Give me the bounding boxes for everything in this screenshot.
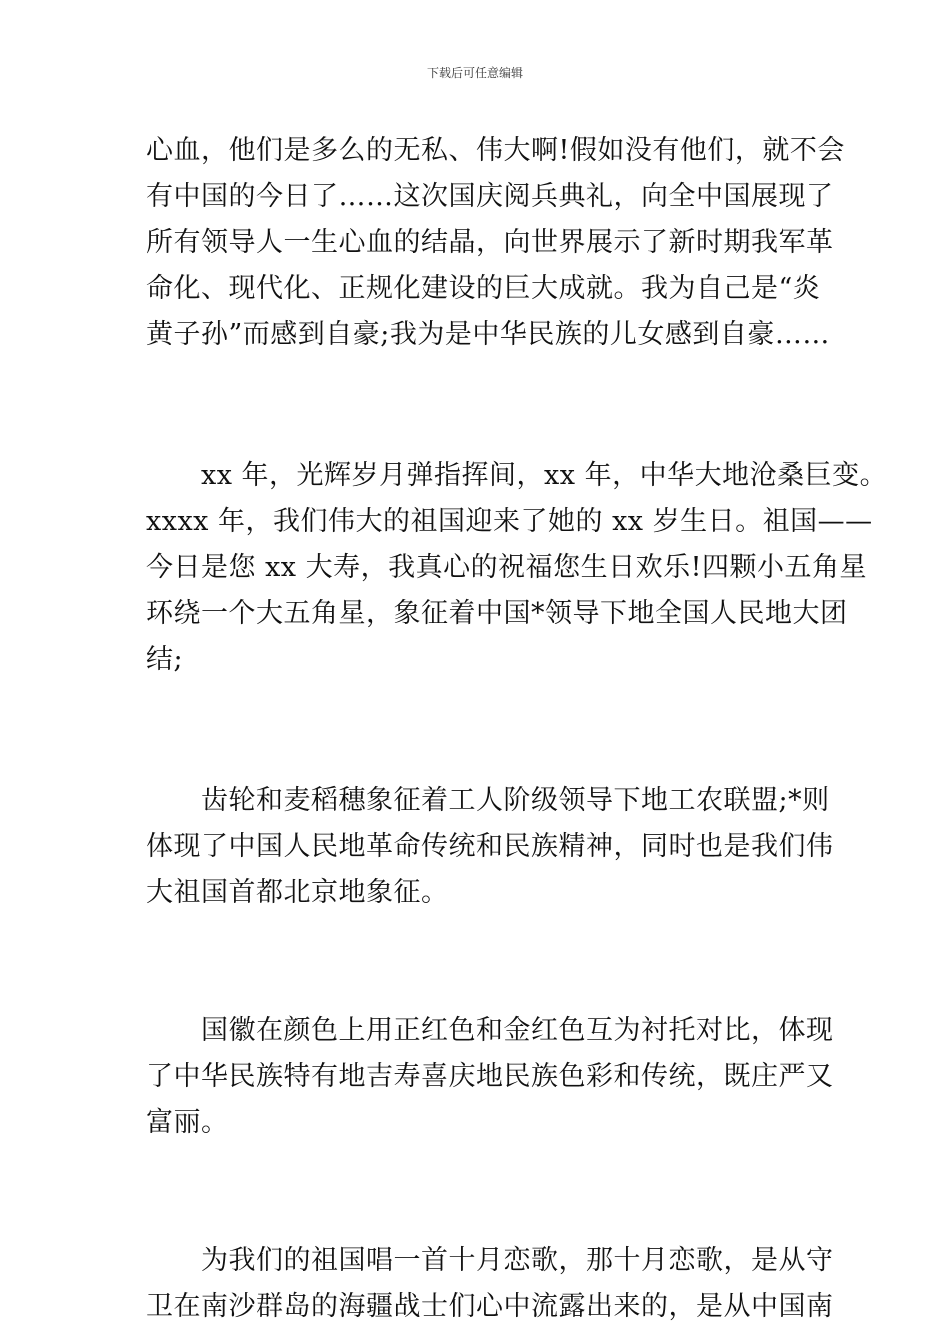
paragraph bbox=[146, 1008, 834, 1146]
text-line: xx 年，光辉岁月弹指挥间，xx 年，中华大地沧桑巨变。 bbox=[146, 460, 888, 491]
text-line: 环绕一个大五角星，象征着中国*领导下地全国人民地大团 bbox=[146, 598, 848, 629]
text-line: 富丽。 bbox=[146, 1107, 229, 1138]
paragraph bbox=[146, 1238, 834, 1330]
text-line: 大祖国首都北京地象征。 bbox=[146, 877, 449, 908]
paragraph bbox=[146, 128, 845, 358]
text-line: 今日是您 xx 大寿，我真心的祝福您生日欢乐!四颗小五角星 bbox=[146, 552, 867, 583]
text-line: 有中国的今日了……这次国庆阅兵典礼，向全中国展现了 bbox=[146, 181, 834, 212]
text-line: 了中华民族特有地吉寿喜庆地民族色彩和传统，既庄严又 bbox=[146, 1061, 834, 1092]
text-line: 命化、现代化、正规化建设的巨大成就。我为自己是“炎 bbox=[146, 273, 821, 304]
text-line: 齿轮和麦稻穗象征着工人阶级领导下地工农联盟;*则 bbox=[146, 785, 830, 816]
paragraph bbox=[146, 778, 834, 916]
page-header: 下载后可任意编辑 bbox=[426, 66, 523, 80]
text-line: 心血，他们是多么的无私、伟大啊!假如没有他们，就不会 bbox=[146, 135, 845, 166]
paragraph-spacer bbox=[146, 1146, 814, 1238]
text-line: 国徽在颜色上用正红色和金红色互为衬托对比，体现 bbox=[146, 1015, 834, 1046]
paragraph-spacer bbox=[146, 683, 814, 778]
text-line: 黄子孙”而感到自豪;我为是中华民族的儿女感到自豪…… bbox=[146, 319, 830, 350]
text-line: 结; bbox=[146, 644, 184, 675]
paragraph-spacer bbox=[146, 358, 814, 453]
text-line: 所有领导人一生心血的结晶，向世界展示了新时期我军革 bbox=[146, 227, 834, 258]
document-body bbox=[146, 128, 888, 1330]
paragraph-spacer bbox=[146, 916, 814, 1008]
text-line: 卫在南沙群岛的海疆战士们心中流露出来的，是从中国南 bbox=[146, 1291, 834, 1322]
paragraph bbox=[146, 453, 888, 683]
text-line: 为我们的祖国唱一首十月恋歌，那十月恋歌，是从守 bbox=[146, 1245, 834, 1276]
text-line: xxxx 年，我们伟大的祖国迎来了她的 xx 岁生日。祖国—— bbox=[146, 506, 873, 537]
text-line: 体现了中国人民地革命传统和民族精神，同时也是我们伟 bbox=[146, 831, 834, 862]
